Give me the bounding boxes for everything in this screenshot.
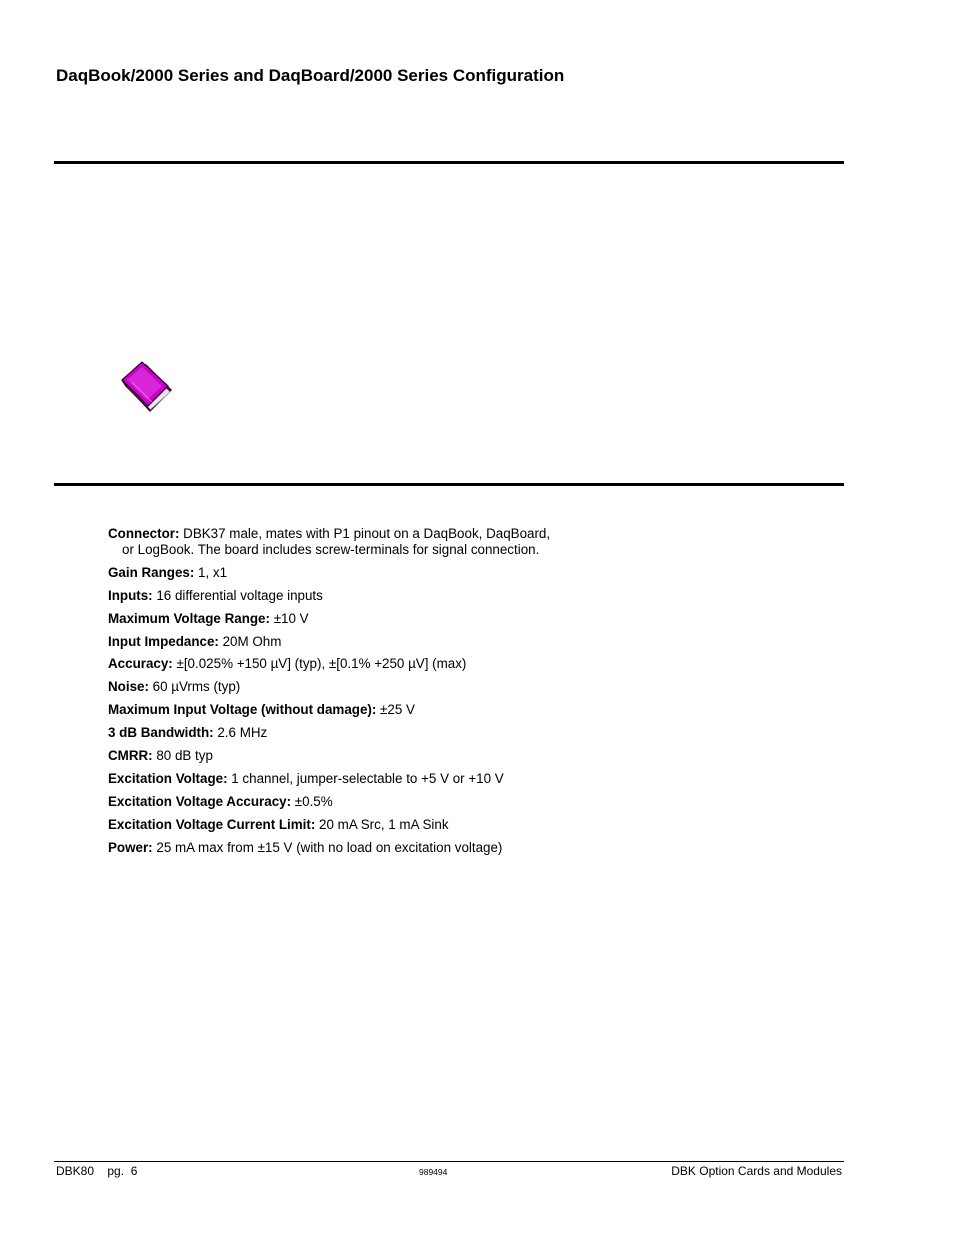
spec-label: Noise: (108, 679, 149, 695)
spec-label: Maximum Input Voltage (without damage): (108, 702, 377, 718)
section-divider-top (54, 161, 844, 164)
spec-label: Accuracy: (108, 656, 173, 672)
spec-label: CMRR: (108, 748, 153, 764)
spec-label: Power: (108, 839, 153, 855)
spec-label: Maximum Voltage Range: (108, 610, 270, 626)
footer-document-title: DBK Option Cards and Modules (671, 1164, 842, 1178)
spec-value-continuation: or LogBook. The board includes screw-terminals for signal connection. (122, 542, 540, 557)
spec-item (108, 725, 808, 741)
spec-value: 1, x1 (194, 564, 228, 580)
spec-item (108, 702, 808, 718)
spec-item (108, 748, 808, 764)
spec-label: 3 dB Bandwidth: (108, 725, 214, 741)
spec-label: Input Impedance: (108, 633, 219, 649)
spec-value: 60 µVrms (typ) (148, 679, 241, 695)
footer-divider (54, 1161, 844, 1162)
spec-value: 16 differential voltage inputs (152, 587, 323, 603)
spec-item (108, 840, 808, 856)
spec-value: 1 channel, jumper-selectable to +5 V or +10 V (227, 770, 504, 786)
spec-value: 2.6 MHz (213, 725, 268, 741)
spec-label: Excitation Voltage Current Limit: (108, 816, 316, 832)
spec-label: Excitation Voltage: (108, 770, 228, 786)
spec-item (108, 611, 808, 627)
footer-page-number: DBK80 pg. 6 (56, 1164, 138, 1178)
spec-value: 80 dB typ (152, 748, 213, 764)
spec-label: Gain Ranges: (108, 564, 195, 580)
spec-item (108, 565, 808, 581)
spec-value: ±0.5% (291, 793, 333, 809)
spec-value: 20M Ohm (218, 633, 282, 649)
spec-label: Connector: (108, 526, 180, 541)
spec-label: Excitation Voltage Accuracy: (108, 793, 292, 809)
spec-value: ±10 V (269, 610, 309, 626)
footer-document-number: 989494 (419, 1167, 448, 1177)
spec-item (108, 656, 808, 672)
spec-item (108, 817, 808, 833)
spec-item (108, 588, 808, 604)
spec-value: ±25 V (376, 702, 415, 718)
spec-value: 25 mA max from ±15 V (with no load on excitation voltage) (152, 839, 503, 855)
spec-value: 20 mA Src, 1 mA Sink (315, 816, 449, 832)
spec-item (108, 794, 808, 810)
spec-item (108, 634, 808, 650)
section-divider-middle (54, 483, 844, 486)
spec-item (108, 771, 808, 787)
reference-book-icon (118, 360, 176, 418)
page-heading: DaqBook/2000 Series and DaqBoard/2000 Series Configuration (56, 66, 565, 85)
spec-item (108, 526, 808, 558)
spec-value: DBK37 male, mates with P1 pinout on a DaqBook, DaqBoard, (179, 526, 551, 541)
spec-label: Inputs: (108, 587, 153, 603)
spec-item (108, 679, 808, 695)
specifications-list (108, 526, 808, 862)
spec-value: ±[0.025% +150 µV] (typ), ±[0.1% +250 µV] (max) (172, 656, 467, 672)
